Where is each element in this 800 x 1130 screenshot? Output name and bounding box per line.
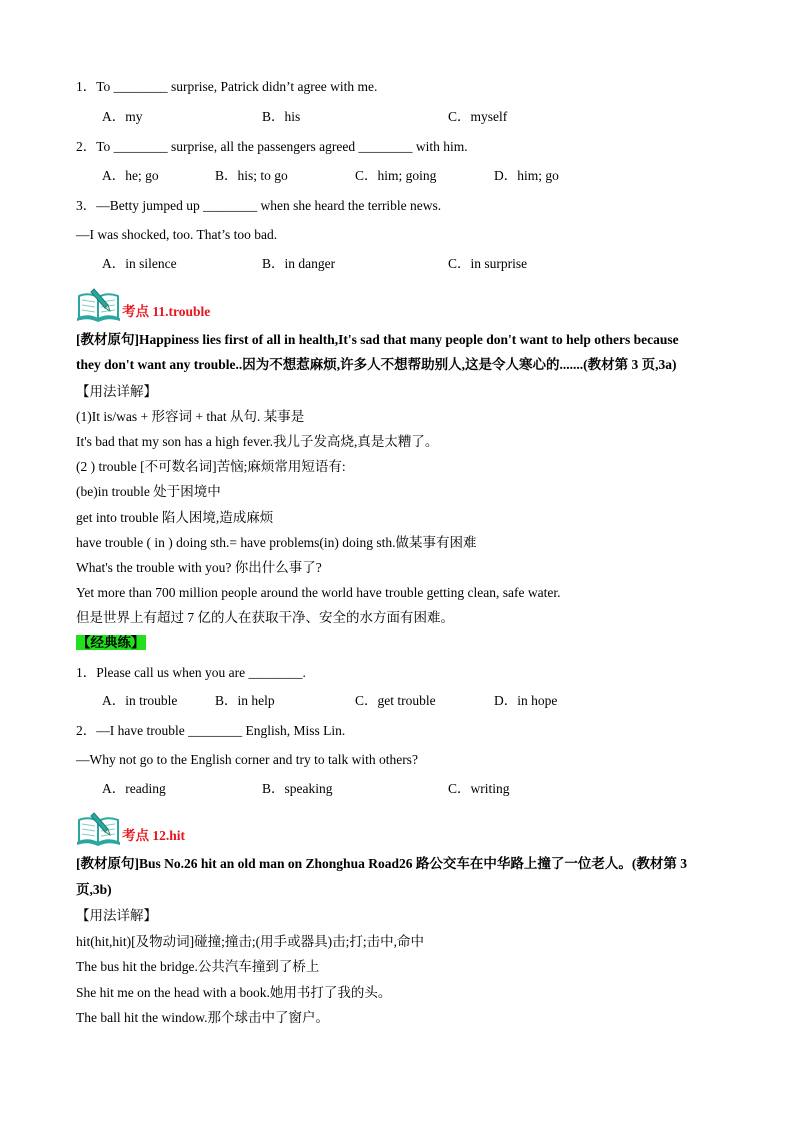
section-12-title: 考点 12.hit: [122, 828, 186, 843]
section-11-line: Yet more than 700 million people around the world have trouble getting clean, safe water.: [76, 585, 561, 600]
section-12-line: The bus hit the bridge.公共汽车撞到了桥上: [76, 959, 320, 974]
section-12-header: [76, 810, 376, 846]
section-11-line: have trouble ( in ) doing sth.= have problems(in) doing sth.做某事有困难: [76, 535, 477, 550]
section-11-line: (1)It is/was + 形容词 + that 从句. 某事是: [76, 409, 305, 424]
section-12-line: hit(hit,hit)[及物动词]碰撞;撞击;(用手或器具)击;打;击中,命中: [76, 934, 424, 949]
section-11-line: (be)in trouble 处于困境中: [76, 484, 221, 499]
question-3-option-a: A．in silence: [102, 256, 177, 271]
section-12-line: The ball hit the window.那个球击中了窗户。: [76, 1010, 329, 1025]
section-12-original-line-1: [教材原句]Bus No.26 hit an old man on Zhonghua Road26 路公交车在中华路上撞了一位老人。(教材第 3: [76, 856, 687, 871]
book-pencil-icon: [76, 286, 122, 322]
question-3-stem: 3．—Betty jumped up ________ when she heard the terrible news.: [76, 198, 442, 213]
section-11-line: (2 ) trouble [不可数名词]苦恼;麻烦常用短语有:: [76, 459, 346, 474]
section-11-question-2-reply: —Why not go to the English corner and try to talk with others?: [76, 752, 418, 767]
question-3-option-b: B．in danger: [262, 256, 336, 271]
section-11-question-1-option-b: B．in help: [215, 693, 275, 708]
question-2-option-a: A．he; go: [102, 168, 159, 183]
section-11-question-1-option-a: A．in trouble: [102, 693, 178, 708]
section-11-usage-header: 【用法详解】: [76, 384, 157, 399]
question-3-option-c: C．in surprise: [448, 256, 528, 271]
section-11-question-1-stem: 1．Please call us when you are ________.: [76, 665, 306, 680]
section-11-question-2-stem: 2．—I have trouble ________ English, Miss Lin.: [76, 723, 346, 738]
question-3-reply: —I was shocked, too. That’s too bad.: [76, 227, 278, 242]
question-1-stem: 1．To ________ surprise, Patrick didn’t agree with me.: [76, 79, 378, 94]
question-1-option-c: C．myself: [448, 109, 508, 124]
section-12-usage-header: 【用法详解】: [76, 908, 157, 923]
practice-label: [76, 634, 146, 652]
question-2-option-d: D．him; go: [494, 168, 559, 183]
question-2-option-c: C．him; going: [355, 168, 437, 183]
practice-label-text: 【经典练】: [77, 635, 145, 650]
section-11-line: get into trouble 陷人困境,造成麻烦: [76, 510, 274, 525]
question-2-option-b: B．his; to go: [215, 168, 288, 183]
book-pencil-icon: [76, 810, 122, 846]
section-11-title: 考点 11.trouble: [122, 304, 211, 319]
section-12-line: She hit me on the head with a book.她用书打了我的头。: [76, 985, 392, 1000]
question-1-option-a: A．my: [102, 109, 143, 124]
section-11-header: [76, 286, 376, 322]
section-11-question-1-option-d: D．in hope: [494, 693, 558, 708]
section-11-line: 但是世界上有超过 7 亿的人在获取干净、安全的水方面有困难。: [76, 610, 454, 625]
section-11-original-line-1: [教材原句]Happiness lies first of all in health,It's sad that many people don't want to help others because: [76, 332, 679, 347]
section-11-question-1-option-c: C．get trouble: [355, 693, 436, 708]
section-11-question-2-option-a: A．reading: [102, 781, 166, 796]
section-11-original-line-2: they don't want any trouble..因为不想惹麻烦,许多人不想帮助别人,这是令人寒心的.......(教材第 3 页,3a): [76, 357, 677, 372]
question-2-stem: 2．To ________ surprise, all the passengers agreed ________ with him.: [76, 139, 468, 154]
question-1-option-b: B．his: [262, 109, 301, 124]
section-11-question-2-option-b: B．speaking: [262, 781, 333, 796]
section-11-line: What's the trouble with you? 你出什么事了?: [76, 560, 322, 575]
section-12-original-line-2: 页,3b): [76, 882, 112, 897]
section-11-question-2-option-c: C．writing: [448, 781, 510, 796]
section-11-line: It's bad that my son has a high fever.我儿子发高烧,真是太糟了。: [76, 434, 439, 449]
